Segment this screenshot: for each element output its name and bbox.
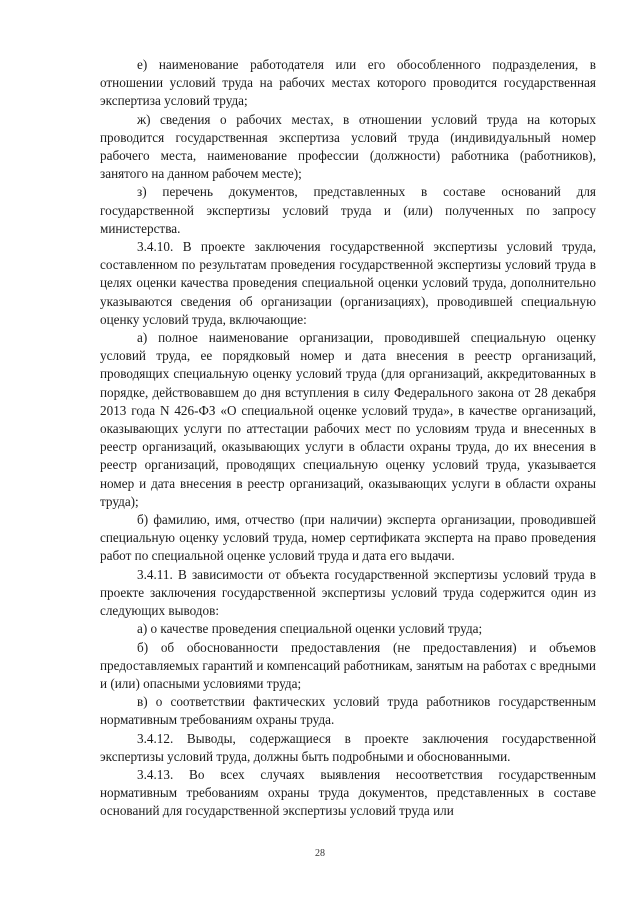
page-number: 28	[315, 848, 325, 859]
paragraph-3-4-13: 3.4.13. Во всех случаях выявления несоответствия государственным нормативным требованиям охраны труда документов, представленных в составе оснований для государственной экспертизы условий труда или	[100, 766, 596, 819]
paragraph-3-4-11-b: б) об обоснованности предоставления (не предоставления) и объемов предоставляемых гарантий и компенсаций работникам, занятым на работах с вредными и (или) опасными условиями труда;	[100, 639, 596, 691]
paragraph-3-4-10-a: а) полное наименование организации, проводившей специальную оценку условий труда, ее порядковый номер и дата внесения в реестр организаций, проводящих специальную оценку условий труда (для организаций, аккредитованных в порядке, действовавшем до дня вступления в силу Федерального закона от 28 декабря 2013 года N 426-ФЗ «О специальной оценке условий труда», в качестве организаций, оказывающих услуги по аттестации рабочих мест по условиям труда и внесенных в реестр организаций, оказывающих услуги в области охраны труда, до их внесения в реестр организаций, проводящих специальную оценку условий труда, указывается номер и дата внесения в реестр организаций, оказывающих услуги в области охраны труда);	[100, 330, 596, 509]
paragraph-3-4-11: 3.4.11. В зависимости от объекта государственной экспертизы условий труда в проекте заключения государственной экспертизы условий труда содержится один из следующих выводов:	[100, 566, 596, 619]
paragraph-zh: ж) сведения о рабочих местах, в отношении условий труда на которых проводится государственная экспертиза условий труда (индивидуальный номер рабочего места, наименование профессии (должности) работника (работников), занятого на данном рабочем месте);	[100, 111, 596, 182]
paragraph-z: з) перечень документов, представленных в составе оснований для государственной экспертизы условий труда и (или) полученных по запросу министерства.	[100, 184, 596, 236]
paragraph-3-4-11-v: в) о соответствии фактических условий труда работников государственным нормативным требованиям охраны труда.	[100, 694, 596, 728]
paragraph-3-4-12: 3.4.12. Выводы, содержащиеся в проекте заключения государственной экспертизы условий труда, должны быть подробными и обоснованными.	[100, 730, 596, 764]
paragraph-3-4-10: 3.4.10. В проекте заключения государственной экспертизы условий труда, составленном по результатам проведения государственной экспертизы условий труда в целях оценки качества проведения специальной оценки условий труда, дополнительно указываются сведения об организации (организациях), проводившей специальную оценку условий труда, включающие:	[100, 239, 596, 327]
paragraph-e: е) наименование работодателя или его обособленного подразделения, в отношении условий труда на рабочих местах которого проводится государственная экспертиза условий труда;	[100, 57, 596, 109]
paragraph-3-4-10-b: б) фамилию, имя, отчество (при наличии) эксперта организации, проводившей специальную оценку условий труда, номер сертификата эксперта на право проведения работ по специальной оценке условий труда и дата его выдачи.	[100, 512, 596, 564]
paragraph-3-4-11-a: а) о качестве проведения специальной оценки условий труда;	[137, 621, 483, 637]
